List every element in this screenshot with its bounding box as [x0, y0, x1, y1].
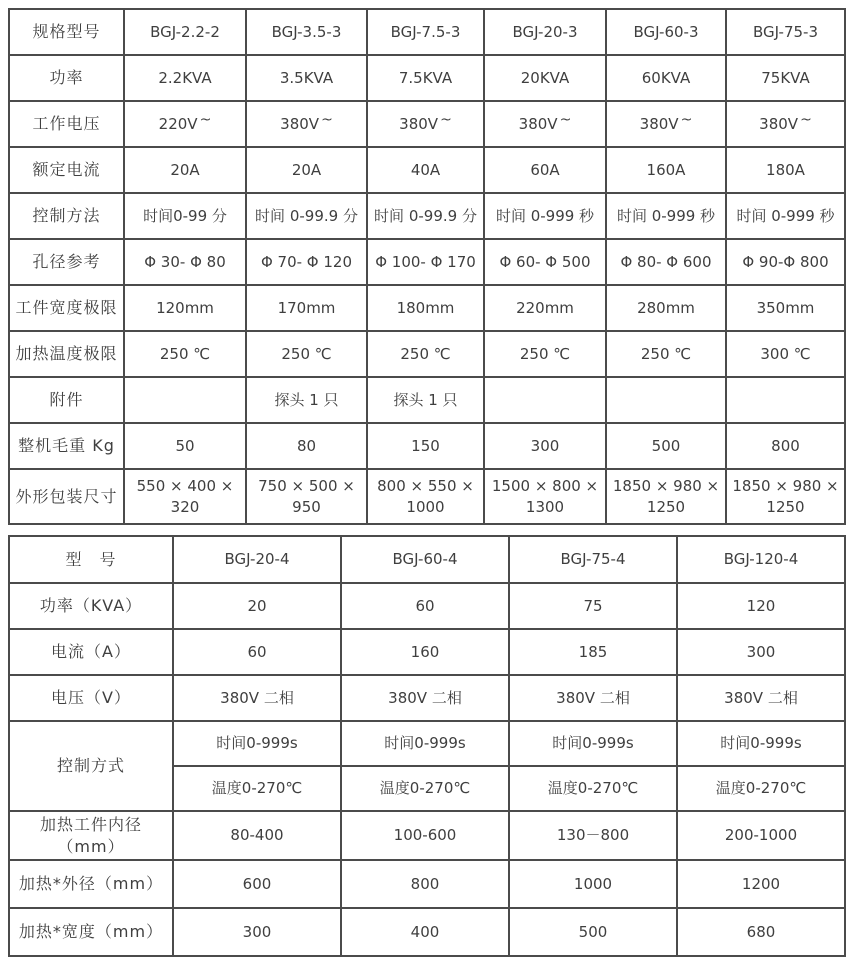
table-row	[9, 811, 845, 860]
table-cell	[484, 377, 606, 423]
table-cell: 250 ℃	[606, 331, 726, 377]
table-cell: BGJ-75-3	[726, 9, 845, 55]
table-cell: 380V ~	[367, 101, 484, 147]
row-label: 工作电压	[9, 101, 124, 147]
table-cell: BGJ-60-4	[341, 536, 509, 583]
table-cell: 200-1000	[677, 811, 845, 860]
table-cell: 300	[484, 423, 606, 469]
table-cell: 185	[509, 629, 677, 675]
table-cell: 380V ~	[484, 101, 606, 147]
table-cell: 180A	[726, 147, 845, 193]
table-row	[9, 193, 845, 239]
row-label: 加热*外径（mm）	[9, 860, 173, 908]
row-label: 控制方法	[9, 193, 124, 239]
table-row	[9, 469, 845, 524]
ac-tilde-symbol: ~	[559, 111, 572, 128]
table-row	[9, 536, 845, 583]
table-cell: Φ 80- Φ 600	[606, 239, 726, 285]
table-cell: 探头 1 只	[367, 377, 484, 423]
table-cell: 300	[677, 629, 845, 675]
row-label: 附件	[9, 377, 124, 423]
table-cell: BGJ-75-4	[509, 536, 677, 583]
table-cell: 80-400	[173, 811, 341, 860]
table-row	[9, 860, 845, 908]
table-row	[9, 239, 845, 285]
table-cell: 380V 二相	[341, 675, 509, 721]
table-row	[9, 9, 845, 55]
table-cell: 时间0-999s	[341, 721, 509, 766]
table-cell: Φ 100- Φ 170	[367, 239, 484, 285]
table-cell: 60KVA	[606, 55, 726, 101]
table-cell: 时间 0-99.9 分	[246, 193, 367, 239]
table-cell: 300	[173, 908, 341, 956]
table-cell: 380V 二相	[173, 675, 341, 721]
table-cell: 3.5KVA	[246, 55, 367, 101]
table-cell: 160	[341, 629, 509, 675]
table-cell: 350mm	[726, 285, 845, 331]
table-cell: 150	[367, 423, 484, 469]
table-row	[9, 908, 845, 956]
table-cell: 75	[509, 583, 677, 629]
table-cell: 250 ℃	[246, 331, 367, 377]
row-label: 型 号	[9, 536, 173, 583]
table-cell: 380V 二相	[677, 675, 845, 721]
table-cell: 250 ℃	[484, 331, 606, 377]
table-cell: 50	[124, 423, 246, 469]
table-cell	[726, 377, 845, 423]
table-cell: 220mm	[484, 285, 606, 331]
table-cell: 时间 0-99.9 分	[367, 193, 484, 239]
row-label: 电流（A）	[9, 629, 173, 675]
table-row	[9, 285, 845, 331]
table-cell: 500	[606, 423, 726, 469]
table-row	[9, 377, 845, 423]
table-cell: 温度0-270℃	[509, 766, 677, 811]
table-row	[9, 583, 845, 629]
table-cell: 1200	[677, 860, 845, 908]
table-cell: 1000	[509, 860, 677, 908]
table-cell: 时间0-999s	[173, 721, 341, 766]
table-cell: 1850 × 980 × 1250	[726, 469, 845, 524]
table-row	[9, 721, 845, 766]
table-cell: Φ 30- Φ 80	[124, 239, 246, 285]
table-cell: 时间0-999s	[509, 721, 677, 766]
table-cell: BGJ-20-4	[173, 536, 341, 583]
table-cell: BGJ-3.5-3	[246, 9, 367, 55]
table-cell: 400	[341, 908, 509, 956]
table-cell: 温度0-270℃	[677, 766, 845, 811]
table-cell	[124, 377, 246, 423]
row-label: 加热工件内径（mm）	[9, 811, 173, 860]
table-cell: 280mm	[606, 285, 726, 331]
table-cell: 600	[173, 860, 341, 908]
table-cell: 100-600	[341, 811, 509, 860]
table-cell: Φ 70- Φ 120	[246, 239, 367, 285]
table-cell: 温度0-270℃	[173, 766, 341, 811]
row-label: 电压（V）	[9, 675, 173, 721]
table-cell: 120mm	[124, 285, 246, 331]
table-cell: 时间0-999s	[677, 721, 845, 766]
ac-tilde-symbol: ~	[680, 111, 693, 128]
table-cell: BGJ-120-4	[677, 536, 845, 583]
spec-table-top	[8, 8, 846, 525]
row-label: 功率	[9, 55, 124, 101]
table-cell: 500	[509, 908, 677, 956]
ac-tilde-symbol: ~	[800, 111, 812, 128]
table-cell: 800	[726, 423, 845, 469]
table-row	[9, 629, 845, 675]
table-cell: 800 × 550 × 1000	[367, 469, 484, 524]
table-cell: 1500 × 800 × 1300	[484, 469, 606, 524]
table-row	[9, 55, 845, 101]
table-cell: 380V ~	[726, 101, 845, 147]
table-cell: 温度0-270℃	[341, 766, 509, 811]
table-cell: 60	[173, 629, 341, 675]
table-cell: 380V 二相	[509, 675, 677, 721]
table-cell: 7.5KVA	[367, 55, 484, 101]
table-cell: 250 ℃	[367, 331, 484, 377]
table-cell: 20KVA	[484, 55, 606, 101]
row-label: 工件宽度极限	[9, 285, 124, 331]
row-label: 外形包装尺寸	[9, 469, 124, 524]
table-cell: 750 × 500 × 950	[246, 469, 367, 524]
table-cell: 80	[246, 423, 367, 469]
table-cell: 120	[677, 583, 845, 629]
table-cell: 170mm	[246, 285, 367, 331]
row-label: 控制方式	[9, 721, 173, 811]
row-label: 整机毛重 Kg	[9, 423, 124, 469]
ac-tilde-symbol: ~	[199, 111, 212, 128]
table-cell: 时间 0-999 秒	[606, 193, 726, 239]
table-cell: 20A	[246, 147, 367, 193]
table-cell: 160A	[606, 147, 726, 193]
row-label: 额定电流	[9, 147, 124, 193]
table-cell: 时间0-99 分	[124, 193, 246, 239]
table-cell: 380V ~	[606, 101, 726, 147]
ac-tilde-symbol: ~	[440, 111, 452, 128]
table-cell: 550 × 400 × 320	[124, 469, 246, 524]
table-cell: BGJ-60-3	[606, 9, 726, 55]
table-cell: 180mm	[367, 285, 484, 331]
table-cell: 60	[341, 583, 509, 629]
table-cell: BGJ-2.2-2	[124, 9, 246, 55]
table-row	[9, 675, 845, 721]
table-cell: 40A	[367, 147, 484, 193]
row-label: 规格型号	[9, 9, 124, 55]
table-row	[9, 101, 845, 147]
table-cell: 130－800	[509, 811, 677, 860]
table-cell: 2.2KVA	[124, 55, 246, 101]
table-cell: 时间 0-999 秒	[484, 193, 606, 239]
table-row	[9, 423, 845, 469]
row-label: 功率（KVA）	[9, 583, 173, 629]
table-row	[9, 147, 845, 193]
row-label: 加热*宽度（mm）	[9, 908, 173, 956]
table-cell: 20	[173, 583, 341, 629]
table-cell: 220V ~	[124, 101, 246, 147]
table-cell: 20A	[124, 147, 246, 193]
table-cell: Φ 60- Φ 500	[484, 239, 606, 285]
table-cell: Φ 90-Φ 800	[726, 239, 845, 285]
table-cell: 800	[341, 860, 509, 908]
table-cell: 探头 1 只	[246, 377, 367, 423]
table-cell	[606, 377, 726, 423]
table-row	[9, 331, 845, 377]
row-label: 加热温度极限	[9, 331, 124, 377]
table-cell: 时间 0-999 秒	[726, 193, 845, 239]
table-cell: 300 ℃	[726, 331, 845, 377]
table-cell: 1850 × 980 × 1250	[606, 469, 726, 524]
table-cell: 250 ℃	[124, 331, 246, 377]
table-cell: BGJ-7.5-3	[367, 9, 484, 55]
ac-tilde-symbol: ~	[321, 111, 333, 128]
table-cell: 75KVA	[726, 55, 845, 101]
table-cell: 380V ~	[246, 101, 367, 147]
spec-table-bottom	[8, 535, 846, 957]
table-cell: 680	[677, 908, 845, 956]
table-cell: BGJ-20-3	[484, 9, 606, 55]
row-label: 孔径参考	[9, 239, 124, 285]
table-cell: 60A	[484, 147, 606, 193]
